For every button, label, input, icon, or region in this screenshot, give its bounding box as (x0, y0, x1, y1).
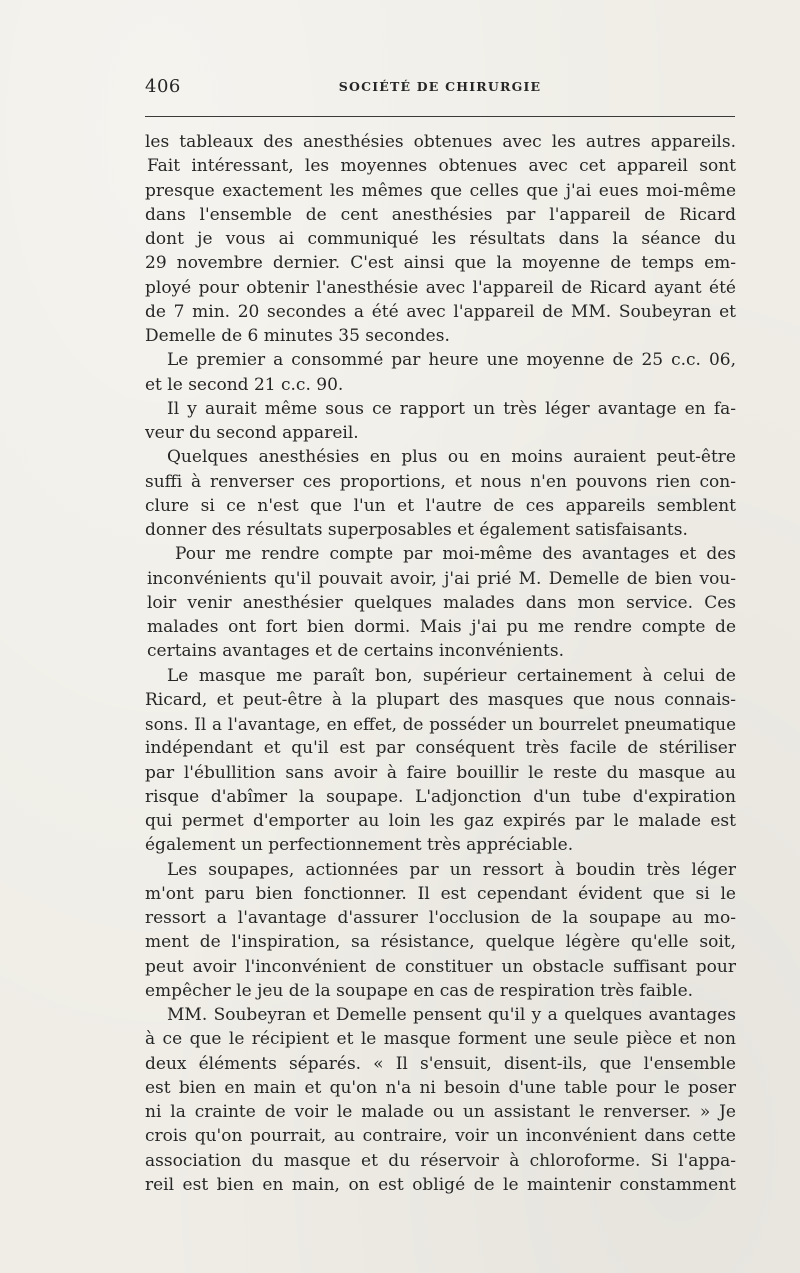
text-line: qui permet d'emporter au loin les gaz expirés par le malade est (145, 811, 736, 831)
text-line: indépendant et qu'il est par conséquent très facile de stériliser (145, 738, 736, 759)
text-line: dont je vous ai communiqué les résultats dans la séance du (145, 229, 736, 249)
text-line: Fait intéressant, les moyennes obtenues avec cet appareil sont (147, 156, 736, 177)
text-line: de 7 min. 20 secondes a été avec l'appareil de MM. Soubeyran et (145, 301, 736, 322)
text-line: est bien en main et qu'on n'a ni besoin d'une table pour le poser (145, 1077, 736, 1098)
body-text (145, 130, 736, 1197)
header-rule (145, 116, 735, 117)
running-title: SOCIÉTÉ DE CHIRURGIE (338, 79, 542, 94)
text-line: clure si ce n'est que l'un et l'autre de ces appareils semblent (145, 495, 736, 516)
text-line: également un perfectionnement très appréciable. (145, 835, 574, 856)
text-line: à ce que le récipient et le masque forment une seule pièce et non (145, 1029, 736, 1050)
text-line: Quelques anesthésies en plus ou en moins auraient peut-être (167, 447, 736, 468)
text-line: presque exactement les mêmes que celles que j'ai eues moi-même (145, 180, 736, 201)
text-line: risque d'abîmer la soupape. L'adjonction d'un tube d'expiration (145, 786, 736, 807)
text-line: sons. Il a l'avantage, en effet, de posséder un bourrelet pneumatique (145, 714, 736, 734)
text-line: et le second 21 c.c. 90. (145, 374, 344, 395)
text-line: Ricard, et peut-être à la plupart des masques que nous connais- (145, 689, 736, 710)
page-header (145, 76, 735, 102)
text-line: dans l'ensemble de cent anesthésies par l'appareil de Ricard (145, 204, 736, 225)
text-line: ressort a l'avantage d'assurer l'occlusion de la soupape au mo- (145, 908, 736, 928)
text-line: veur du second appareil. (145, 423, 359, 443)
text-line: reil est bien en main, on est obligé de le maintenir constamment (145, 1174, 736, 1195)
text-line: donner des résultats superposables et également satisfaisants. (145, 520, 688, 540)
text-line: Pour me rendre compte par moi-même des avantages et des (175, 544, 736, 565)
page-number: 406 (145, 76, 181, 97)
text-line: suffi à renverser ces proportions, et nous n'en pouvons rien con- (145, 471, 736, 492)
text-line: ni la crainte de voir le malade ou un assistant le renverser. » Je (145, 1102, 736, 1122)
text-line: ployé pour obtenir l'anesthésie avec l'appareil de Ricard ayant été (145, 277, 736, 298)
text-line: ment de l'inspiration, sa résistance, quelque légère qu'elle soit, (145, 932, 736, 953)
text-line: 29 novembre dernier. C'est ainsi que la moyenne de temps em- (145, 253, 736, 274)
text-line: malades ont fort bien dormi. Mais j'ai pu me rendre compte de (147, 617, 736, 637)
text-line: empêcher le jeu de la soupape en cas de respiration très faible. (145, 980, 694, 1001)
text-line: MM. Soubeyran et Demelle pensent qu'il y a quelques avantages (167, 1005, 736, 1025)
text-line: crois qu'on pourrait, au contraire, voir un inconvénient dans cette (145, 1126, 736, 1147)
text-line: loir venir anesthésier quelques malades dans mon service. Ces (147, 592, 736, 613)
text-line: certains avantages et de certains inconvénients. (147, 641, 564, 662)
text-line: Il y aurait même sous ce rapport un très léger avantage en fa- (167, 398, 736, 419)
text-line: Le premier a consommé par heure une moyenne de 25 c.c. 06, (167, 350, 736, 371)
text-line: peut avoir l'inconvénient de constituer un obstacle suffisant pour (145, 956, 736, 977)
text-line: m'ont paru bien fonctionner. Il est cependant évident que si le (145, 883, 736, 904)
text-line: les tableaux des anesthésies obtenues avec les autres appareils. (145, 132, 736, 152)
text-line: par l'ébullition sans avoir à faire bouillir le reste du masque au (145, 762, 736, 783)
text-line: Les soupapes, actionnées par un ressort à boudin très léger (167, 859, 736, 880)
text-line: deux éléments séparés. « Il s'ensuit, disent-ils, que l'ensemble (145, 1053, 736, 1074)
text-line: Le masque me paraît bon, supérieur certainement à celui de (167, 665, 736, 686)
text-line: Demelle de 6 minutes 35 secondes. (145, 326, 450, 346)
text-line: inconvénients qu'il pouvait avoir, j'ai prié M. Demelle de bien vou- (147, 568, 736, 589)
text-line: association du masque et du réservoir à chloroforme. Si l'appa- (145, 1150, 736, 1171)
